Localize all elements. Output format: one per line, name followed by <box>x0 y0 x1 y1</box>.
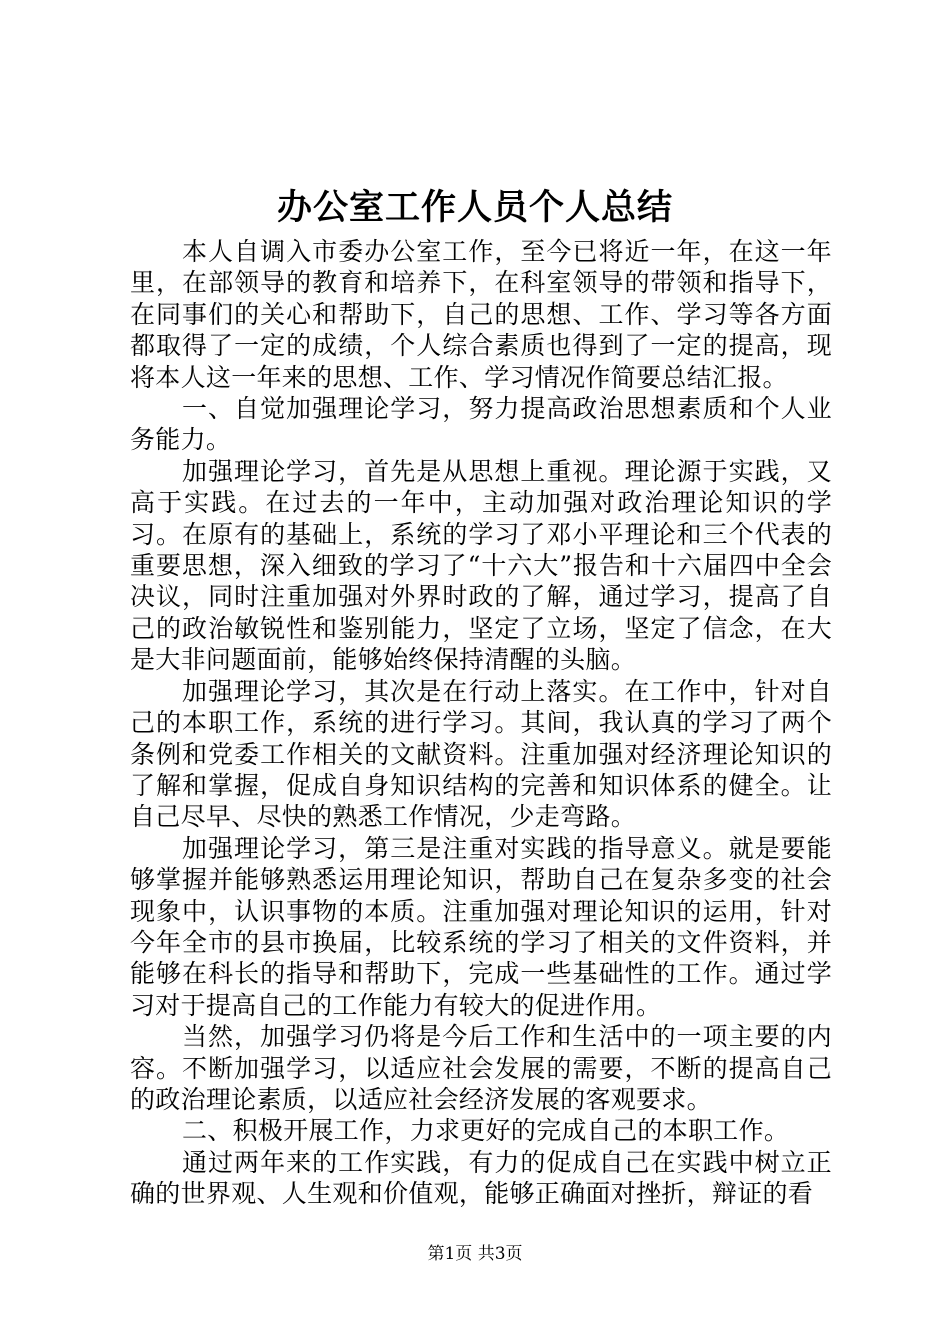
section-heading-1: 一、自觉加强理论学习，努力提高政治思想素质和个人业务能力。 <box>130 394 832 455</box>
paragraph-theory-first: 加强理论学习，首先是从思想上重视。理论源于实践，又高于实践。在过去的一年中，主动加强对政治理论知识的学习。在原有的基础上，系统的学习了邓小平理论和三个代表的重要思想，深入细致的学习了“十六大”报告和十六届四中全会决议，同时注重加强对外界时政的了解，通过学习，提高了自己的政治敏锐性和鉴别能力，坚定了立场，坚定了信念，在大是大非问题面前，能够始终保持清醒的头脑。 <box>130 456 832 675</box>
paragraph-theory-second: 加强理论学习，其次是在行动上落实。在工作中，针对自己的本职工作，系统的进行学习。其间，我认真的学习了两个条例和党委工作相关的文献资料。注重加强对经济理论知识的了解和掌握，促成自身知识结构的完善和知识体系的健全。让自己尽早、尽快的熟悉工作情况，少走弯路。 <box>130 676 832 832</box>
document-body <box>130 236 832 1210</box>
paragraph-intro: 本人自调入市委办公室工作，至今已将近一年，在这一年里，在部领导的教育和培养下，在科室领导的带领和指导下，在同事们的关心和帮助下，自己的思想、工作、学习等各方面都取得了一定的成绩，个人综合素质也得到了一定的提高，现将本人这一年来的思想、工作、学习情况作简要总结汇报。 <box>130 237 832 392</box>
paragraph-theory-third: 加强理论学习，第三是注重对实践的指导意义。就是要能够掌握并能够熟悉运用理论知识，帮助自己在复杂多变的社会现象中，认识事物的本质。注重加强对理论知识的运用，针对今年全市的县市换届，比较系统的学习了相关的文件资料，并能够在科长的指导和帮助下，完成一些基础性的工作。通过学习对于提高自己的工作能力有较大的促进作用。 <box>130 833 832 1020</box>
section-heading-2: 二、积极开展工作，力求更好的完成自己的本职工作。 <box>182 1116 790 1146</box>
document-title: 办公室工作人员个人总结 <box>276 187 673 228</box>
paragraph-work-practice: 通过两年来的工作实践，有力的促成自己在实践中树立正确的世界观、人生观和价值观，能够正确面对挫折，辩证的看 <box>130 1147 832 1209</box>
paragraph-learning-summary: 当然，加强学习仍将是今后工作和生活中的一项主要的内容。不断加强学习，以适应社会发展的需要，不断的提高自己的政治理论素质，以适应社会经济发展的客观要求。 <box>130 1022 832 1114</box>
page-number-footer: 第1页 共3页 <box>427 1244 523 1264</box>
